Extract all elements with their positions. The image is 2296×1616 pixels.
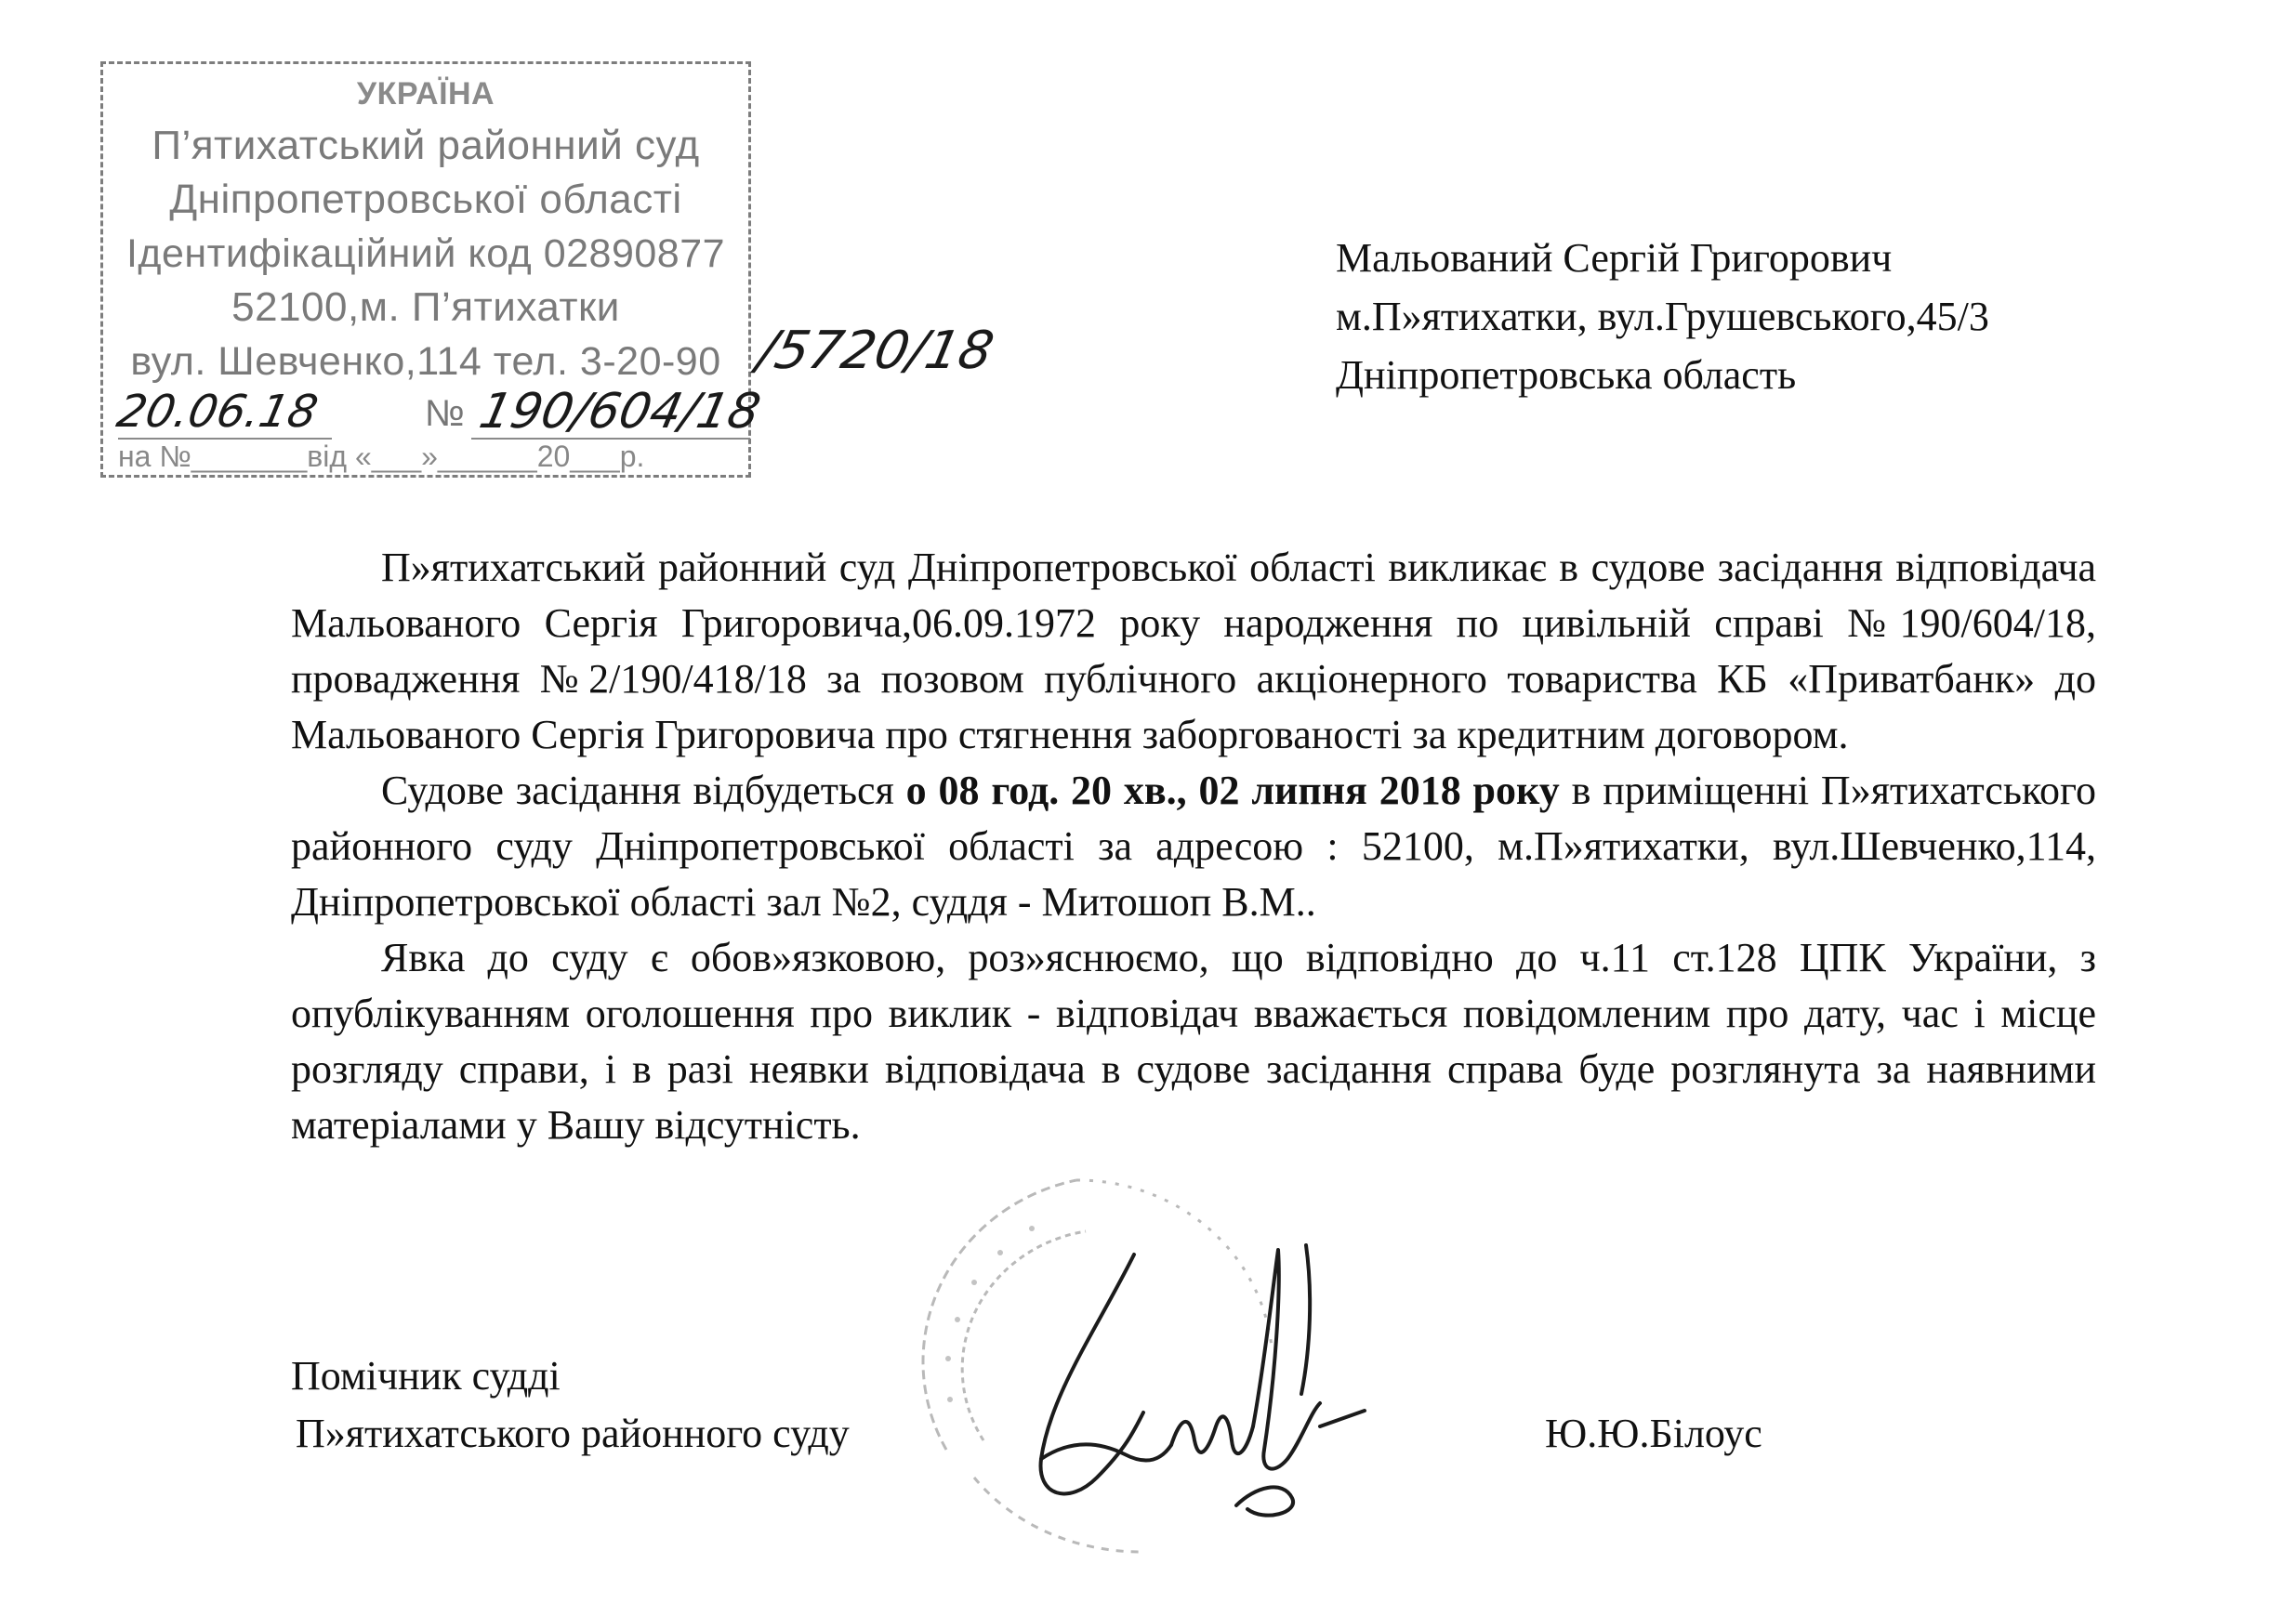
registration-stamp bbox=[100, 61, 766, 478]
stamp-reference-row bbox=[118, 440, 733, 477]
signer-name: Ю.Ю.Білоус bbox=[1545, 1411, 1762, 1456]
letter-body bbox=[291, 540, 2096, 1153]
addressee-address: м.П»ятихатки, вул.Грушевського,45/3 bbox=[1336, 294, 1989, 339]
signature-icon bbox=[985, 1227, 1376, 1524]
addressee-block bbox=[1336, 229, 1989, 404]
signer-court: П»ятихатського районного суду bbox=[296, 1411, 850, 1456]
hearing-text-start: Судове засідання відбудеться bbox=[381, 768, 906, 813]
stamp-number-handwritten: 190/604/18 bbox=[474, 384, 766, 440]
hearing-text-end: в приміщенні П»ятихатського районного суду Дніпропетровської області за адресою : 52100, м.П»ятихатки, вул.Шевченко,114, Дніпропетровської області зал №2, суддя - Митошоп В.М.. bbox=[291, 768, 2096, 925]
paragraph-attendance: Явка до суду є обов»язковою, роз»яснюємо, що відповідно до ч.11 ст.128 ЦПК України, з опублікуванням оголошення про виклик - відповідач вважається повідомленим про дату, час і місце розгляду справи, і в разі неявки відповідача в судове засідання справа буде розглянута за наявними матеріалами у Вашу відсутність. bbox=[291, 935, 2096, 1148]
stamp-reference-line: на №_______від «___»______20___р. bbox=[118, 440, 645, 473]
addressee-name: Мальований Сергій Григорович bbox=[1336, 235, 1893, 281]
hearing-datetime: о 08 год. 20 хв., 02 липня 2018 року bbox=[905, 768, 1560, 813]
stamp-country: УКРАЇНА bbox=[356, 76, 495, 112]
stamp-id-code: Ідентифікаційний код 02890877 bbox=[125, 231, 726, 276]
stamp-date-handwritten: 20.06.18 bbox=[112, 386, 323, 438]
stamp-region: Дніпропетровської області bbox=[169, 177, 682, 222]
paragraph-summons: П»ятихатський районний суд Дніпропетровської області викликає в судове засідання відповідача Мальованого Сергія Григоровича,06.09.1972 року народження по цивільній справі №190/604/18, провадження №2/190/418/18 за позовом публічного акціонерного товариства КБ «Приватбанк» до Мальованого Сергія Григоровича про стягнення заборгованості за кредитним договором. bbox=[291, 545, 2096, 757]
paragraph-hearing bbox=[291, 763, 2096, 930]
signer-title: Помічник судді bbox=[291, 1353, 561, 1399]
stamp-zip-city: 52100,м. П’ятихатки bbox=[231, 284, 620, 330]
stamp-number-label: № bbox=[425, 393, 465, 434]
addressee-region: Дніпропетровська область bbox=[1336, 352, 1797, 398]
stamp-court-name: П’ятихатський районний суд bbox=[152, 123, 700, 168]
stamp-registration-row bbox=[112, 384, 766, 441]
stamp-extra-number-handwritten: /5720/18 bbox=[752, 321, 999, 381]
stamp-street-phone: вул. Шевченко,114 тел. 3-20-90 bbox=[130, 339, 721, 384]
